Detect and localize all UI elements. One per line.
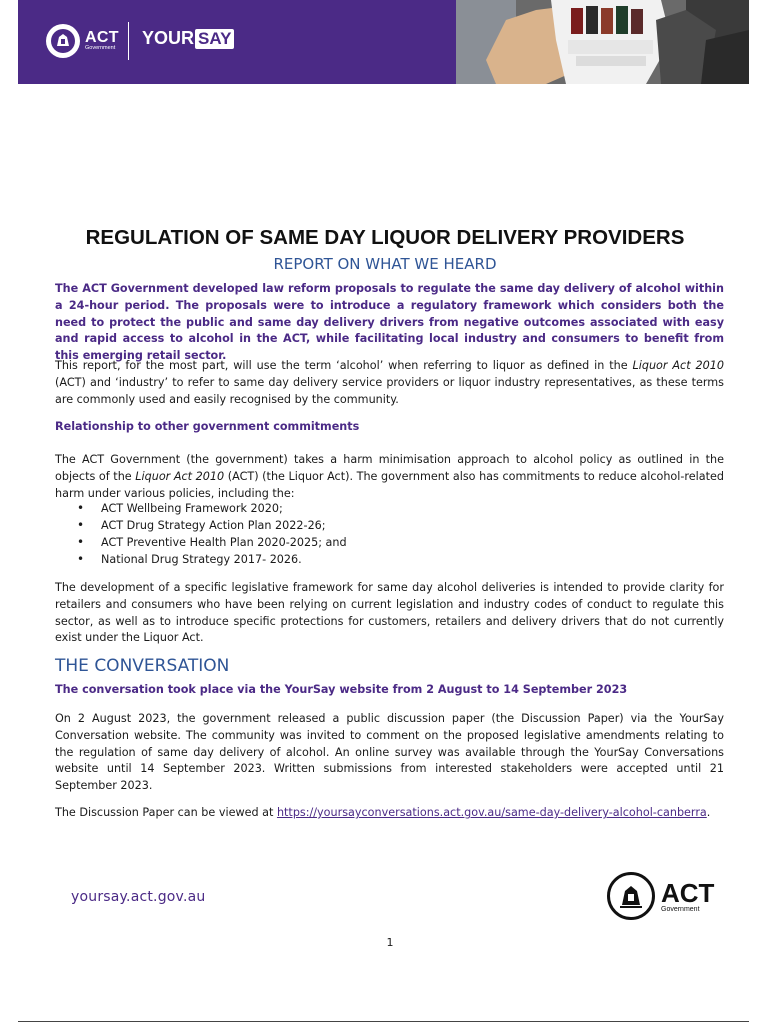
- view-paper-text: The Discussion Paper can be viewed at: [55, 806, 277, 819]
- discussion-paper-link[interactable]: https://yoursayconversations.act.gov.au/same-day-delivery-alcohol-canberra: [276, 806, 707, 819]
- yoursay-logo-your: YOUR: [142, 28, 195, 48]
- relationship-heading: Relationship to other government commitments: [55, 420, 360, 433]
- yoursay-logo-say: SAY: [195, 29, 234, 49]
- act-government-logo: [46, 22, 119, 60]
- framework-paragraph: The development of a specific legislative framework for same day alcohol deliveries is intended to provide clarity for retailers and consumers who have been relying on current legislation and industry codes of conduct to regulate this sector, as well as to introduce specific protections for customers, retailers and delivery drivers that do not currently exist under the Liquor Act.: [55, 581, 724, 645]
- page-subtitle: REPORT ON WHAT WE HEARD: [273, 255, 497, 273]
- terminology-text-2: (ACT) and ‘industry’ to refer to same day delivery service providers or liquor industry representatives, as these terms are commonly used and easily recognised by the community.: [55, 375, 724, 406]
- bottom-rule: [18, 1021, 749, 1022]
- header-photo-delivery-box: [456, 0, 749, 84]
- harm-minimisation-paragraph: [55, 452, 724, 502]
- list-item: • ACT Drug Strategy Action Plan 2022-26;: [55, 517, 724, 534]
- conversation-subheading: The conversation took place via the YourSay website from 2 August to 14 September 2023: [55, 683, 628, 696]
- harm-text-1: The ACT Government (the government) takes a harm minimisation approach to alcohol policy as outlined in the objects of the: [55, 453, 724, 483]
- act-seal-icon: [46, 24, 80, 58]
- terminology-text-1: This report, for the most part, will use the term ‘alcohol’ when referring to liquor as defined in the: [55, 359, 633, 372]
- terminology-paragraph: [55, 358, 724, 408]
- view-paper-paragraph: [55, 805, 724, 822]
- footer-act-logo: [607, 872, 714, 920]
- conversation-heading: THE CONVERSATION: [55, 656, 230, 676]
- page-title: REGULATION OF SAME DAY LIQUOR DELIVERY PROVIDERS: [85, 226, 685, 249]
- discussion-paper-paragraph: On 2 August 2023, the government released a public discussion paper (the Discussion Paper) via the YourSay Conversation website. The community was invited to comment on the proposed legislative amendments relating to the regulation of same day delivery of alcohol. An online survey was available through the YourSay Conversations website until 14 September 2023. Written submissions from interested stakeholders were accepted until 21 September 2023.: [55, 712, 724, 793]
- act-logo-subtext: Government: [85, 45, 116, 52]
- footer-url: yoursay.act.gov.au: [71, 889, 206, 905]
- footer-act-logo-text: ACT: [661, 877, 715, 908]
- yoursay-logo: [142, 28, 234, 49]
- list-item: • National Drug Strategy 2017- 2026.: [55, 551, 724, 568]
- act-logo-text: ACT: [85, 29, 119, 47]
- footer-act-logo-subtext: Government: [661, 905, 700, 913]
- harm-act-name: Liquor Act 2010: [135, 469, 225, 483]
- policy-list: [55, 500, 724, 568]
- header-divider: [128, 22, 129, 60]
- terminology-act-name: Liquor Act 2010: [632, 359, 724, 372]
- view-paper-end: .: [706, 806, 711, 819]
- harm-text-2: (ACT) (the Liquor Act). The government also has commitments to reduce alcohol-related harm under various policies, including the:: [55, 469, 724, 500]
- intro-paragraph: The ACT Government developed law reform proposals to regulate the same day delivery of alcohol within a 24-hour period. The proposals were to introduce a regulatory framework which considers both the need to protect the public and same day delivery drivers from negative outcomes associated with easy and rapid access to alcohol in the ACT, while facilitating local industry and consumers to benefit from this emerging retail sector.: [55, 282, 724, 363]
- list-item: • ACT Wellbeing Framework 2020;: [55, 500, 724, 517]
- page-number: 1: [386, 936, 394, 949]
- act-seal-icon: [607, 872, 655, 920]
- list-item: • ACT Preventive Health Plan 2020-2025; and: [55, 534, 724, 551]
